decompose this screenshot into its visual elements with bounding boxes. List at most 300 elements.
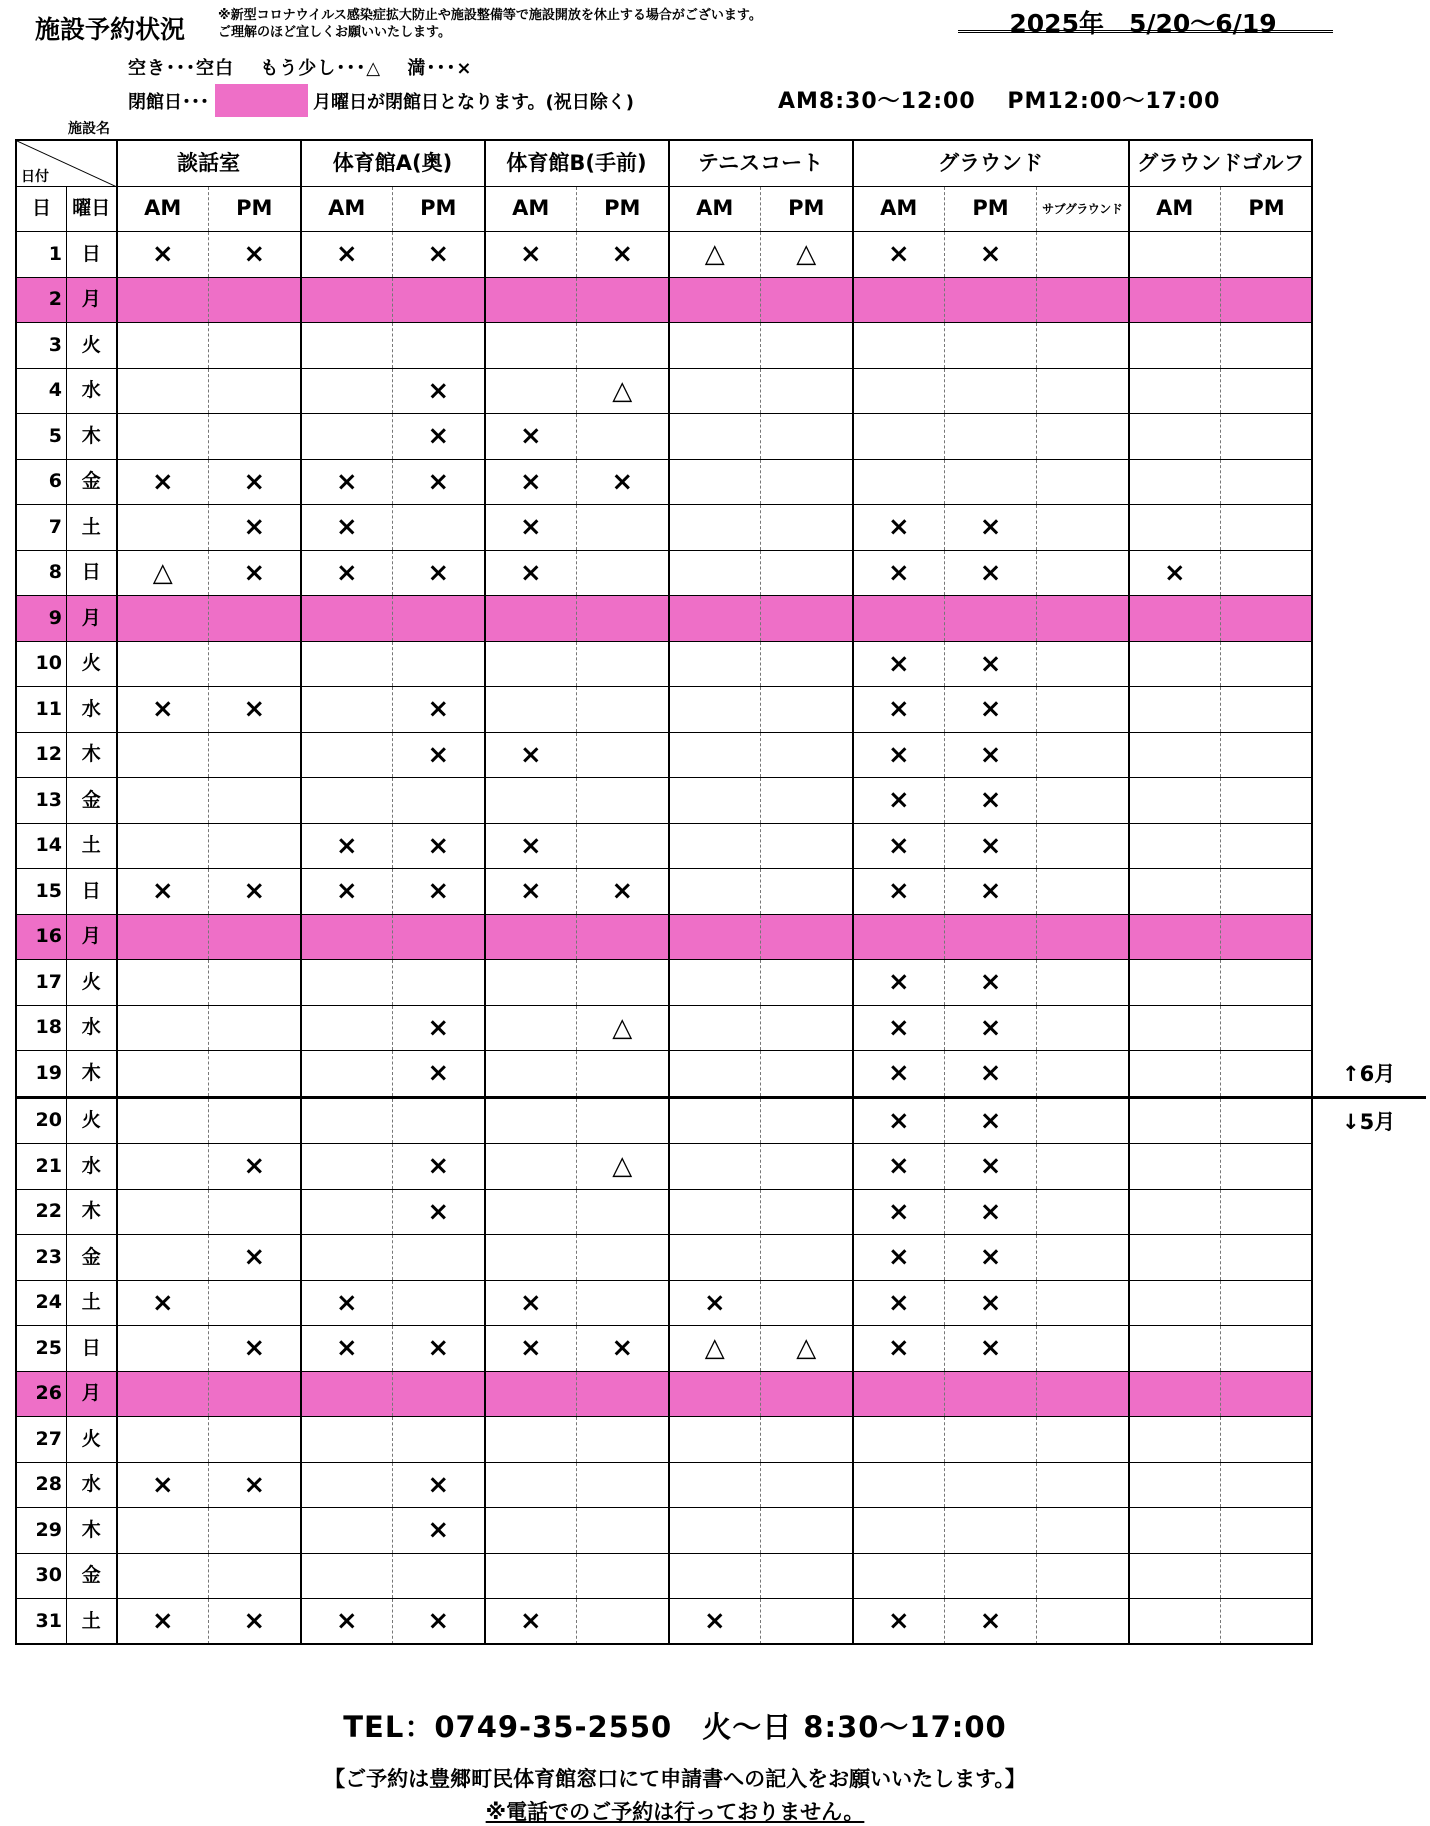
- availability-cell: [577, 687, 669, 733]
- weekday: 水: [67, 687, 117, 733]
- session-header-row: [17, 186, 1313, 232]
- availability-cell: [1221, 1417, 1313, 1463]
- availability-cell: [393, 914, 485, 960]
- availability-cell: ×: [485, 459, 577, 505]
- availability-cell: ×: [301, 459, 393, 505]
- availability-cell: [853, 596, 945, 642]
- availability-cell: [1129, 1144, 1221, 1190]
- date-facility-corner: [17, 141, 117, 187]
- availability-cell: [485, 1553, 577, 1599]
- day-number: 14: [17, 823, 67, 869]
- availability-cell: [577, 1462, 669, 1508]
- availability-cell: [1221, 277, 1313, 323]
- availability-cell: [761, 1508, 853, 1554]
- availability-cell: [1129, 323, 1221, 369]
- availability-cell: [945, 1553, 1037, 1599]
- availability-cell: [945, 596, 1037, 642]
- availability-cell: [853, 277, 945, 323]
- availability-cell: [209, 1097, 301, 1144]
- availability-cell: [669, 1005, 761, 1051]
- availability-cell: [209, 1051, 301, 1098]
- availability-cell: △: [669, 232, 761, 278]
- day-number: 7: [17, 505, 67, 551]
- availability-cell: [209, 1553, 301, 1599]
- availability-cell: [117, 1235, 209, 1281]
- availability-cell: ×: [209, 1462, 301, 1508]
- availability-cell: ×: [945, 823, 1037, 869]
- closed-day-row: [17, 914, 1313, 960]
- availability-cell: [945, 277, 1037, 323]
- availability-cell: [761, 778, 853, 824]
- availability-cell: [945, 368, 1037, 414]
- availability-cell: [117, 823, 209, 869]
- closed-day-row: [17, 596, 1313, 642]
- availability-cell: ×: [945, 732, 1037, 778]
- availability-cell: ×: [485, 869, 577, 915]
- availability-cell: [1221, 232, 1313, 278]
- availability-cell: [1129, 641, 1221, 687]
- availability-cell: [669, 414, 761, 460]
- availability-cell: [1037, 414, 1129, 460]
- day-row: [17, 1599, 1313, 1645]
- availability-cell: [485, 1417, 577, 1463]
- day-number: 20: [17, 1097, 67, 1144]
- availability-cell: [301, 1553, 393, 1599]
- june-marker: ↑6月: [1342, 1062, 1396, 1086]
- weekday-column-header: 曜日: [67, 186, 117, 232]
- availability-cell: [1037, 641, 1129, 687]
- availability-cell: [1037, 550, 1129, 596]
- session-header: AM: [1129, 186, 1221, 232]
- availability-cell: [485, 1051, 577, 1098]
- session-header: AM: [853, 186, 945, 232]
- availability-cell: [301, 277, 393, 323]
- availability-cell: [1129, 778, 1221, 824]
- availability-cell: [1037, 1051, 1129, 1098]
- weekday: 木: [67, 1051, 117, 1098]
- availability-cell: ×: [393, 1462, 485, 1508]
- availability-cell: [577, 778, 669, 824]
- availability-cell: ×: [853, 823, 945, 869]
- reservation-table-body: [17, 232, 1313, 1645]
- availability-cell: [1129, 732, 1221, 778]
- period-underline: [958, 30, 1333, 33]
- availability-cell: [761, 1462, 853, 1508]
- availability-cell: [301, 687, 393, 733]
- availability-cell: [761, 1144, 853, 1190]
- day-row: [17, 1417, 1313, 1463]
- availability-cell: [117, 641, 209, 687]
- weekday: 土: [67, 823, 117, 869]
- availability-cell: ×: [945, 505, 1037, 551]
- day-row: [17, 550, 1313, 596]
- availability-cell: ×: [485, 550, 577, 596]
- availability-cell: [1221, 505, 1313, 551]
- day-number: 6: [17, 459, 67, 505]
- page-title: 施設予約状況: [35, 15, 186, 44]
- weekday: 金: [67, 459, 117, 505]
- availability-cell: [1221, 1508, 1313, 1554]
- availability-cell: [945, 459, 1037, 505]
- availability-cell: [1221, 368, 1313, 414]
- availability-cell: ×: [209, 505, 301, 551]
- availability-cell: [1221, 914, 1313, 960]
- availability-cell: [761, 914, 853, 960]
- availability-cell: [301, 1462, 393, 1508]
- availability-cell: [485, 1097, 577, 1144]
- availability-cell: [1129, 277, 1221, 323]
- day-row: [17, 1189, 1313, 1235]
- availability-cell: [209, 323, 301, 369]
- availability-cell: [117, 1005, 209, 1051]
- availability-cell: ×: [485, 505, 577, 551]
- availability-cell: [1129, 914, 1221, 960]
- availability-cell: [761, 459, 853, 505]
- availability-cell: [301, 641, 393, 687]
- availability-cell: [209, 596, 301, 642]
- availability-cell: ×: [393, 1005, 485, 1051]
- availability-cell: [393, 277, 485, 323]
- availability-cell: ×: [945, 960, 1037, 1006]
- day-number: 24: [17, 1280, 67, 1326]
- availability-cell: [669, 323, 761, 369]
- weekday: 月: [67, 596, 117, 642]
- availability-cell: [209, 1508, 301, 1554]
- closed-day-color-swatch: [215, 84, 308, 117]
- availability-cell: ×: [853, 1235, 945, 1281]
- availability-cell: [209, 1189, 301, 1235]
- availability-cell: [669, 732, 761, 778]
- availability-cell: [393, 323, 485, 369]
- availability-cell: ×: [393, 1508, 485, 1554]
- availability-cell: [1037, 914, 1129, 960]
- availability-cell: [117, 732, 209, 778]
- availability-cell: ×: [853, 1189, 945, 1235]
- availability-cell: [209, 1371, 301, 1417]
- availability-cell: ×: [209, 687, 301, 733]
- availability-cell: [117, 1097, 209, 1144]
- availability-cell: [761, 1371, 853, 1417]
- availability-cell: [761, 960, 853, 1006]
- availability-cell: [577, 960, 669, 1006]
- availability-cell: [209, 960, 301, 1006]
- availability-cell: [1129, 1417, 1221, 1463]
- availability-cell: [117, 914, 209, 960]
- availability-cell: [393, 1553, 485, 1599]
- availability-cell: [393, 960, 485, 1006]
- availability-cell: [761, 823, 853, 869]
- month-split-line: [1313, 1096, 1426, 1099]
- availability-cell: [1037, 869, 1129, 915]
- availability-cell: ×: [393, 1144, 485, 1190]
- availability-cell: ×: [853, 687, 945, 733]
- session-header: AM: [301, 186, 393, 232]
- availability-cell: ×: [209, 1599, 301, 1645]
- availability-cell: ×: [301, 1280, 393, 1326]
- availability-cell: [761, 1005, 853, 1051]
- day-number: 5: [17, 414, 67, 460]
- availability-cell: ×: [301, 1326, 393, 1372]
- availability-cell: [393, 596, 485, 642]
- availability-cell: ×: [945, 1144, 1037, 1190]
- availability-cell: ×: [393, 687, 485, 733]
- availability-cell: [485, 323, 577, 369]
- availability-cell: ×: [945, 687, 1037, 733]
- availability-cell: [1037, 505, 1129, 551]
- availability-cell: ×: [853, 641, 945, 687]
- day-row: [17, 1097, 1313, 1144]
- availability-cell: ×: [945, 1235, 1037, 1281]
- day-number: 22: [17, 1189, 67, 1235]
- availability-cell: ×: [393, 414, 485, 460]
- availability-cell: [669, 823, 761, 869]
- closed-day-legend-label: 閉館日･･･: [128, 92, 209, 113]
- day-row: [17, 778, 1313, 824]
- weekday: 月: [67, 914, 117, 960]
- availability-cell: [1129, 869, 1221, 915]
- availability-cell: ×: [117, 1280, 209, 1326]
- day-row: [17, 459, 1313, 505]
- availability-cell: ×: [117, 459, 209, 505]
- availability-cell: [577, 323, 669, 369]
- availability-cell: ×: [853, 778, 945, 824]
- session-header: PM: [577, 186, 669, 232]
- availability-cell: ×: [853, 1051, 945, 1098]
- facility-header-gym-b: 体育館B(手前): [485, 141, 669, 187]
- availability-cell: ×: [945, 550, 1037, 596]
- availability-cell: [577, 1051, 669, 1098]
- availability-cell: [1129, 232, 1221, 278]
- availability-cell: ×: [301, 550, 393, 596]
- availability-cell: [1221, 1462, 1313, 1508]
- day-row: [17, 1235, 1313, 1281]
- weekday: 金: [67, 1235, 117, 1281]
- availability-cell: [577, 277, 669, 323]
- availability-cell: [853, 1371, 945, 1417]
- session-header: PM: [209, 186, 301, 232]
- day-row: [17, 1051, 1313, 1098]
- facility-name-label: 施設名: [68, 121, 110, 137]
- availability-cell: ×: [945, 1051, 1037, 1098]
- availability-cell: ×: [485, 1280, 577, 1326]
- day-number: 28: [17, 1462, 67, 1508]
- availability-cell: [577, 732, 669, 778]
- availability-cell: [1037, 1417, 1129, 1463]
- availability-cell: [209, 414, 301, 460]
- day-number: 1: [17, 232, 67, 278]
- day-number: 4: [17, 368, 67, 414]
- day-number: 12: [17, 732, 67, 778]
- availability-cell: [1221, 459, 1313, 505]
- availability-cell: [301, 732, 393, 778]
- availability-cell: [117, 277, 209, 323]
- availability-cell: ×: [209, 459, 301, 505]
- availability-cell: [577, 550, 669, 596]
- day-row: [17, 414, 1313, 460]
- availability-cell: [1037, 1097, 1129, 1144]
- closure-notice: [218, 7, 762, 41]
- weekday: 火: [67, 323, 117, 369]
- availability-cell: ×: [485, 823, 577, 869]
- availability-cell: [117, 414, 209, 460]
- availability-cell: [1221, 550, 1313, 596]
- availability-cell: ×: [853, 1599, 945, 1645]
- day-number: 27: [17, 1417, 67, 1463]
- availability-cell: [669, 1235, 761, 1281]
- availability-cell: [1129, 368, 1221, 414]
- availability-cell: [577, 1235, 669, 1281]
- availability-cell: [1037, 368, 1129, 414]
- availability-cell: [1221, 1051, 1313, 1098]
- availability-cell: ×: [1129, 550, 1221, 596]
- availability-cell: ×: [853, 550, 945, 596]
- availability-cell: [669, 596, 761, 642]
- availability-cell: [485, 1462, 577, 1508]
- availability-cell: [761, 414, 853, 460]
- weekday: 土: [67, 505, 117, 551]
- day-number: 23: [17, 1235, 67, 1281]
- availability-cell: [669, 550, 761, 596]
- availability-cell: [1037, 596, 1129, 642]
- day-number: 3: [17, 323, 67, 369]
- availability-cell: ×: [853, 869, 945, 915]
- availability-cell: ×: [209, 1144, 301, 1190]
- availability-cell: [393, 1235, 485, 1281]
- availability-cell: [1129, 505, 1221, 551]
- availability-cell: ×: [577, 1326, 669, 1372]
- availability-cell: [485, 368, 577, 414]
- weekday: 月: [67, 1371, 117, 1417]
- availability-cell: [669, 641, 761, 687]
- availability-cell: [669, 1462, 761, 1508]
- availability-cell: ×: [853, 732, 945, 778]
- weekday: 火: [67, 1417, 117, 1463]
- availability-cell: [761, 277, 853, 323]
- availability-cell: [577, 414, 669, 460]
- day-number: 8: [17, 550, 67, 596]
- availability-cell: [1221, 960, 1313, 1006]
- availability-cell: [1221, 823, 1313, 869]
- availability-cell: ×: [393, 732, 485, 778]
- availability-cell: ×: [945, 1280, 1037, 1326]
- availability-cell: [761, 1280, 853, 1326]
- facility-header-ground-golf: グラウンドゴルフ: [1129, 141, 1313, 187]
- availability-cell: [393, 1097, 485, 1144]
- availability-cell: [117, 596, 209, 642]
- availability-cell: ×: [209, 232, 301, 278]
- availability-cell: [669, 1189, 761, 1235]
- availability-cell: [1221, 1144, 1313, 1190]
- availability-cell: [209, 778, 301, 824]
- availability-cell: [485, 596, 577, 642]
- availability-cell: [577, 1371, 669, 1417]
- availability-cell: [669, 1051, 761, 1098]
- availability-cell: ×: [209, 869, 301, 915]
- contact-phone: TEL：0749-35-2550 火～日 8:30～17:00: [343, 1710, 1007, 1744]
- availability-cell: [1129, 1553, 1221, 1599]
- availability-cell: [209, 1280, 301, 1326]
- availability-cell: [209, 823, 301, 869]
- availability-cell: [117, 323, 209, 369]
- day-number: 29: [17, 1508, 67, 1554]
- availability-cell: ×: [945, 232, 1037, 278]
- date-label: 日付: [21, 168, 49, 185]
- availability-cell: [945, 1371, 1037, 1417]
- availability-cell: [117, 960, 209, 1006]
- availability-cell: ×: [117, 869, 209, 915]
- may-marker: ↓5月: [1342, 1110, 1396, 1134]
- day-row: [17, 641, 1313, 687]
- availability-cell: [117, 368, 209, 414]
- availability-cell: ×: [117, 1462, 209, 1508]
- availability-cell: ×: [945, 641, 1037, 687]
- availability-cell: [1129, 1005, 1221, 1051]
- session-header: PM: [1221, 186, 1313, 232]
- availability-cell: [669, 459, 761, 505]
- day-number: 26: [17, 1371, 67, 1417]
- availability-cell: ×: [209, 550, 301, 596]
- availability-cell: [117, 505, 209, 551]
- weekday: 木: [67, 732, 117, 778]
- availability-cell: [1221, 641, 1313, 687]
- availability-cell: [1221, 323, 1313, 369]
- availability-legend: 空き･･･空白 もう少し･･･△ 満･･･×: [128, 58, 473, 79]
- availability-cell: [1037, 1599, 1129, 1645]
- availability-cell: ×: [669, 1280, 761, 1326]
- availability-cell: [761, 505, 853, 551]
- availability-cell: [761, 1417, 853, 1463]
- day-row: [17, 505, 1313, 551]
- availability-cell: [1037, 1280, 1129, 1326]
- availability-cell: [301, 323, 393, 369]
- availability-cell: [669, 869, 761, 915]
- weekday: 土: [67, 1280, 117, 1326]
- availability-cell: [945, 1417, 1037, 1463]
- availability-cell: [1037, 277, 1129, 323]
- availability-cell: [1221, 1553, 1313, 1599]
- availability-cell: [669, 1417, 761, 1463]
- availability-cell: [577, 505, 669, 551]
- session-header: PM: [945, 186, 1037, 232]
- weekday: 金: [67, 778, 117, 824]
- availability-cell: [485, 914, 577, 960]
- day-number: 16: [17, 914, 67, 960]
- availability-cell: ×: [945, 869, 1037, 915]
- availability-cell: [1221, 1005, 1313, 1051]
- availability-cell: [1221, 778, 1313, 824]
- weekday: 木: [67, 414, 117, 460]
- weekday: 月: [67, 277, 117, 323]
- availability-cell: [301, 1235, 393, 1281]
- availability-cell: △: [117, 550, 209, 596]
- availability-cell: [945, 1462, 1037, 1508]
- weekday: 木: [67, 1189, 117, 1235]
- availability-cell: [485, 1189, 577, 1235]
- availability-cell: [669, 1097, 761, 1144]
- availability-cell: [577, 1280, 669, 1326]
- session-hours: AM8:30～12:00 PM12:00～17:00: [778, 89, 1221, 114]
- availability-cell: [1129, 1462, 1221, 1508]
- availability-cell: [577, 1599, 669, 1645]
- availability-cell: [1129, 459, 1221, 505]
- availability-cell: [209, 277, 301, 323]
- weekday: 水: [67, 1144, 117, 1190]
- availability-cell: [577, 914, 669, 960]
- closed-day-legend-text: 月曜日が閉館日となります。(祝日除く): [313, 92, 635, 113]
- availability-cell: [485, 778, 577, 824]
- availability-cell: [1129, 596, 1221, 642]
- weekday: 日: [67, 1326, 117, 1372]
